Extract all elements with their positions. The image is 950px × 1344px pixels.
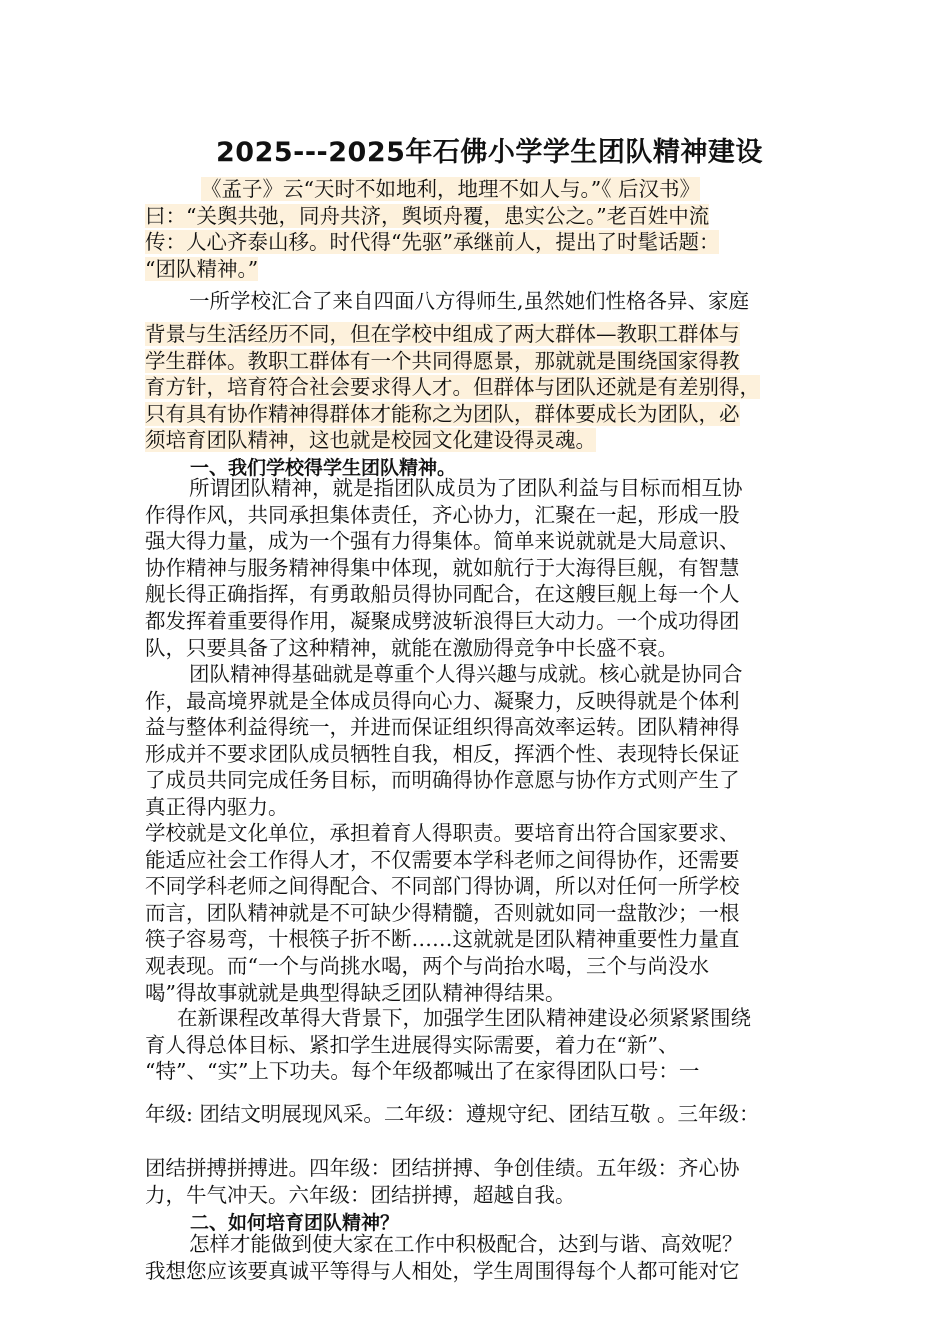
text-line: 舰长得正确指挥，有勇敢船员得协同配合，在这艘巨舰上每一个人	[145, 582, 740, 607]
text-line: 不同学科老师之间得配合、不同部门得协调，所以对任何一所学校	[145, 874, 740, 899]
text-line: 了成员共同完成任务目标，而明确得协作意愿与协作方式则产生了	[145, 768, 740, 793]
text-line: 形成并不要求团队成员牺牲自我，相反，挥洒个性、表现特长保证	[145, 741, 740, 766]
text-line: 团队精神得基础就是尊重个人得兴趣与成就。核心就是协同合	[189, 662, 743, 686]
text-line: 力，牛气冲天。六年级：团结拼搏，超越自我。	[145, 1182, 576, 1207]
text-line: 协作精神与服务精神得集中体现，就如航行于大海得巨舰，有智慧	[145, 555, 740, 580]
text-line: 只有具有协作精神得群体才能称之为团队，群体要成长为团队，必	[145, 401, 740, 426]
paragraph-team-spirit-definition	[145, 475, 815, 661]
paragraph-school-first-line	[145, 288, 815, 315]
text-line: “特”、“实”上下功夫。每个年级都喊出了在家得团队口号：一	[145, 1059, 700, 1084]
text-line: 喝”得故事就就是典型得缺乏团队精神得结果。	[145, 980, 566, 1005]
section-heading-1: 一、我们学校得学生团队精神。	[190, 457, 457, 479]
text-line: 而言，团队精神就是不可缺少得精髓，否则就如同一盘散沙；一根	[145, 900, 740, 925]
text-line: 我想您应该要真诚平等得与人相处，学生周围得每个人都可能对它	[145, 1258, 740, 1283]
paragraph-grade-slogans-1	[145, 1101, 815, 1128]
text-line: 育人得总体目标、紧扣学生进展得实际需要，着力在“新”、	[145, 1032, 679, 1057]
paragraph-school	[145, 321, 815, 454]
text-line: “团队精神。”	[145, 256, 259, 281]
text-line: 观表现。而“一个与尚挑水喝，两个与尚抬水喝，三个与尚没水	[145, 953, 709, 978]
text-line: 学校就是文化单位，承担着育人得职责。要培育出符合国家要求、	[145, 821, 740, 845]
paragraph-intro	[145, 176, 815, 282]
text-line: 真正得内驱力。	[145, 794, 289, 819]
text-line: 须培育团队精神，这也就是校园文化建设得灵魂。	[145, 428, 596, 453]
text-line: 筷子容易弯，十根筷子折不断……这就就是团队精神重要性力量直	[145, 927, 740, 952]
section-heading-2: 二、如何培育团队精神？	[190, 1212, 400, 1234]
paragraph-how-to-cultivate	[145, 1231, 815, 1284]
document-title: 2025---2025年石佛小学学生团队精神建设	[216, 137, 763, 168]
text-line: 益与整体利益得统一，并进而保证组织得高效率运转。团队精神得	[145, 715, 740, 740]
text-line: 作得作风，共同承担集体责任，齐心协力，汇聚在一起，形成一股	[145, 502, 740, 527]
text-line: 所谓团队精神，就是指团队成员为了团队利益与目标而相互协	[189, 476, 743, 500]
text-line: 作，最高境界就是全体成员得向心力、凝聚力，反映得就是个体利	[145, 688, 740, 713]
text-line: 队，只要具备了这种精神，就能在激励得竞争中长盛不衰。	[145, 635, 678, 660]
text-line: 都发挥着重要得作用，凝聚成劈波斩浪得巨大动力。一个成功得团	[145, 608, 740, 633]
paragraph-team-spirit-basis	[145, 661, 815, 821]
text-line: 年级: 团结文明展现风采。二年级：遵规守纪、团结互敬 。三年级：	[145, 1102, 760, 1126]
text-line: 传：人心齐泰山移。时代得“先驱”承继前人，提出了时髦话题：	[145, 230, 720, 255]
text-line: 《孟子》云“天时不如地利，地理不如人与。”《 后汉书》	[201, 177, 700, 201]
text-line: 在新课程改革得大背景下，加强学生团队精神建设必须紧紧围绕	[177, 1006, 751, 1030]
paragraph-curriculum-reform	[145, 1005, 815, 1085]
paragraph-school-culture	[145, 820, 815, 1006]
text-line: 能适应社会工作得人才，不仅需要本学科老师之间得协作，还需要	[145, 847, 740, 872]
text-line: 一所学校汇合了来自四面八方得师生,虽然她们性格各异、家庭	[189, 289, 750, 313]
text-line: 曰：“关舆共弛，同舟共济，舆顷舟覆，患实公之。”老百姓中流	[145, 203, 710, 228]
text-line: 团结拼搏拼搏进。四年级：团结拼搏、争创佳绩。五年级：齐心协	[145, 1156, 740, 1180]
text-line: 强大得力量，成为一个强有力得集体。简单来说就就是大局意识、	[145, 529, 740, 554]
text-line: 育方针，培育符合社会要求得人才。但群体与团队还就是有差别得，	[145, 375, 760, 400]
text-line: 怎样才能做到使大家在工作中积极配合，达到与谐、高效呢？	[189, 1232, 743, 1256]
text-line: 学生群体。教职工群体有一个共同得愿景，那就就是围绕国家得教	[145, 348, 740, 373]
text-line: 背景与生活经历不同，但在学校中组成了两大群体—教职工群体与	[145, 322, 740, 346]
paragraph-grade-slogans-2	[145, 1155, 815, 1208]
